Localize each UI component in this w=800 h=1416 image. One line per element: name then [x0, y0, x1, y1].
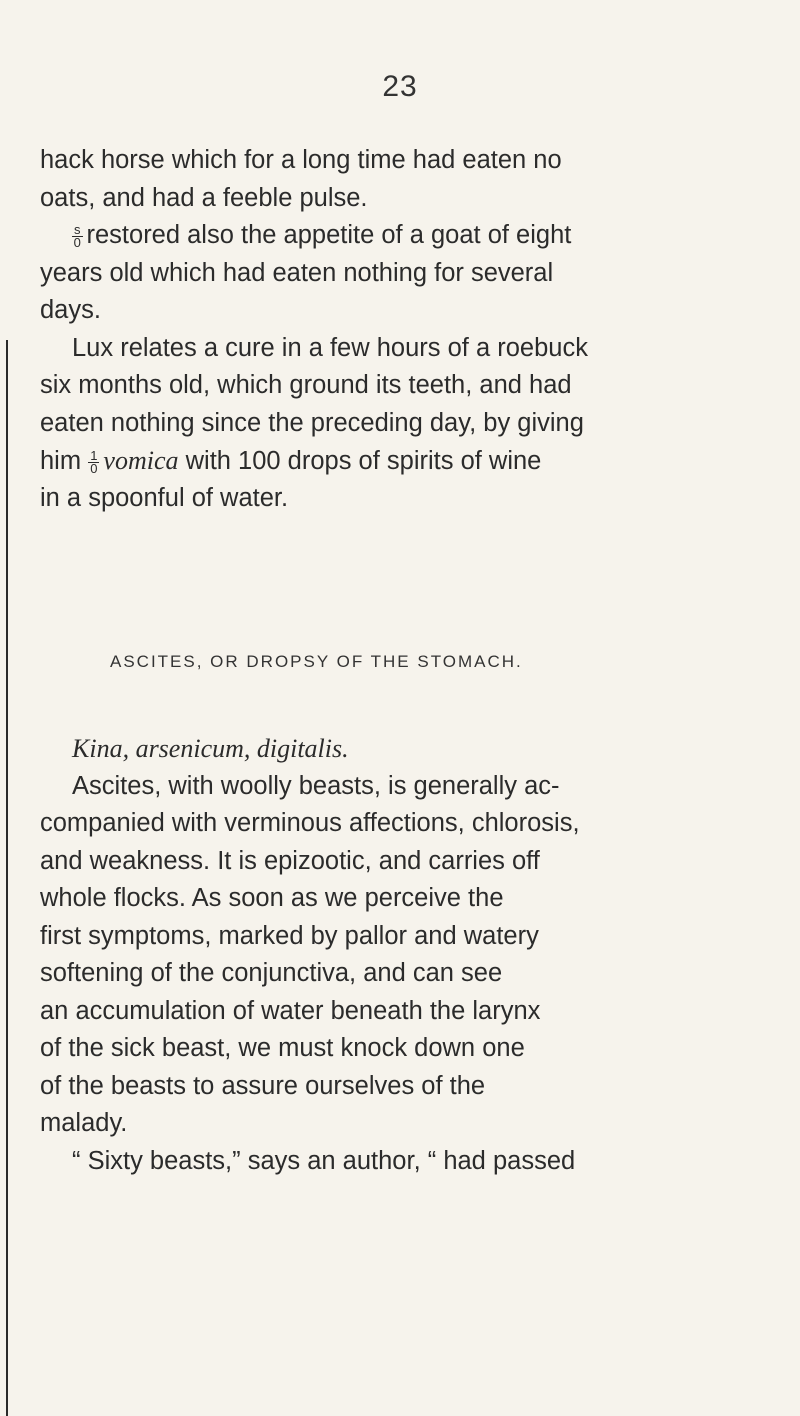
text-line: “ Sixty beasts,” says an author, “ had passed [72, 1146, 576, 1175]
fraction: $\frac{1}{0}$ [90, 447, 98, 476]
text-line: eaten nothing since the preceding day, by giving [40, 408, 584, 437]
text-line: first symptoms, marked by pallor and watery [40, 921, 539, 950]
text-line: an accumulation of water beneath the larynx [40, 996, 541, 1025]
fraction: $\frac{s}{0}$ [73, 221, 81, 250]
paragraph-block-1 [40, 142, 730, 517]
text-line: six months old, which ground its teeth, and had [40, 371, 572, 399]
text-line: Lux relates a cure in a few hours of a roebuck [72, 333, 588, 362]
text-line: and weakness. It is epizootic, and carries off [40, 846, 540, 875]
text-line: malady. [40, 1109, 128, 1137]
text-line: whole flocks. As soon as we perceive the [40, 884, 504, 912]
text-line: oats, and had a feeble pulse. [40, 183, 368, 212]
section-heading: ASCITES, OR DROPSY OF THE STOMACH. [110, 652, 523, 671]
text-line: of the sick beast, we must knock down one [40, 1034, 525, 1062]
remedies-line: Kina, arsenicum, digitalis. [72, 734, 349, 763]
page-number: 23 [382, 70, 418, 103]
text-line: hack horse which for a long time had eaten no [40, 146, 562, 174]
paragraph-block-2 [40, 730, 730, 1180]
text-line: $\frac{s}{0}$ restored also the appetite of a goat of eight [73, 221, 572, 250]
text-line: days. [40, 296, 101, 324]
text-line: Ascites, with woolly beasts, is generally ac- [72, 771, 560, 800]
page-edge-line [6, 340, 8, 1416]
text-line: of the beasts to assure ourselves of the [40, 1071, 486, 1100]
text-line: years old which had eaten nothing for several [40, 258, 554, 287]
text-line: him $\frac{1}{0}$ vomica with 100 drops of spirits of wine [40, 446, 542, 476]
text-line: in a spoonful of water. [40, 483, 289, 512]
text-line: softening of the conjunctiva, and can see [40, 959, 503, 987]
text-line: companied with verminous affections, chlorosis, [40, 809, 580, 837]
